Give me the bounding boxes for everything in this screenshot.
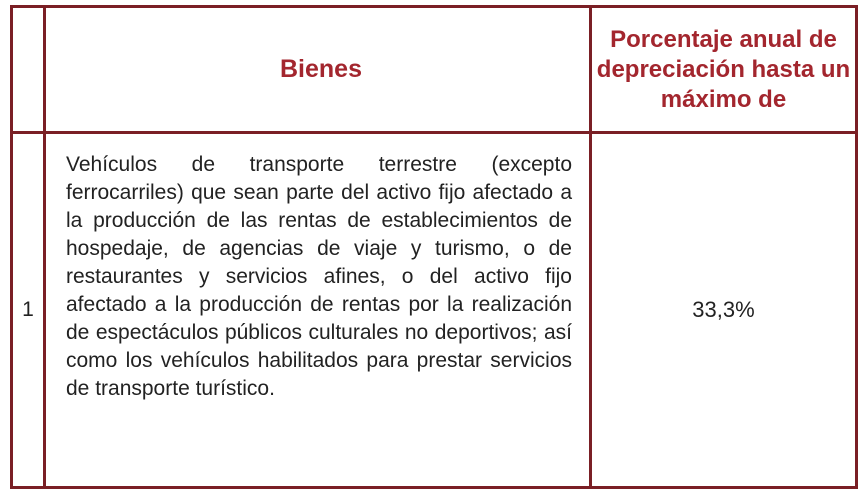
row-porcentaje-value: 33,3% (692, 297, 755, 322)
row-index: 1 (22, 298, 34, 321)
header-porcentaje: Porcentaje anual de depreciación hasta un máximo de (596, 25, 851, 113)
row-bienes-description: Vehículos de transporte terrestre (excepto ferrocarriles) que sean parte del activo fijo afectado a la producción de las rentas de establecimientos de hospedaje, de agencias de viaje y turismo, o de restaurantes y servicios afines, o del activo fijo afectado a la producción de rentas por la realización de espectáculos públicos culturales no deportivos; así como los vehículos habilitados para prestar servicios de transporte turístico. (66, 153, 572, 400)
header-bienes: Bienes (280, 55, 362, 83)
column-divider (43, 8, 46, 486)
depreciation-table (10, 5, 858, 489)
